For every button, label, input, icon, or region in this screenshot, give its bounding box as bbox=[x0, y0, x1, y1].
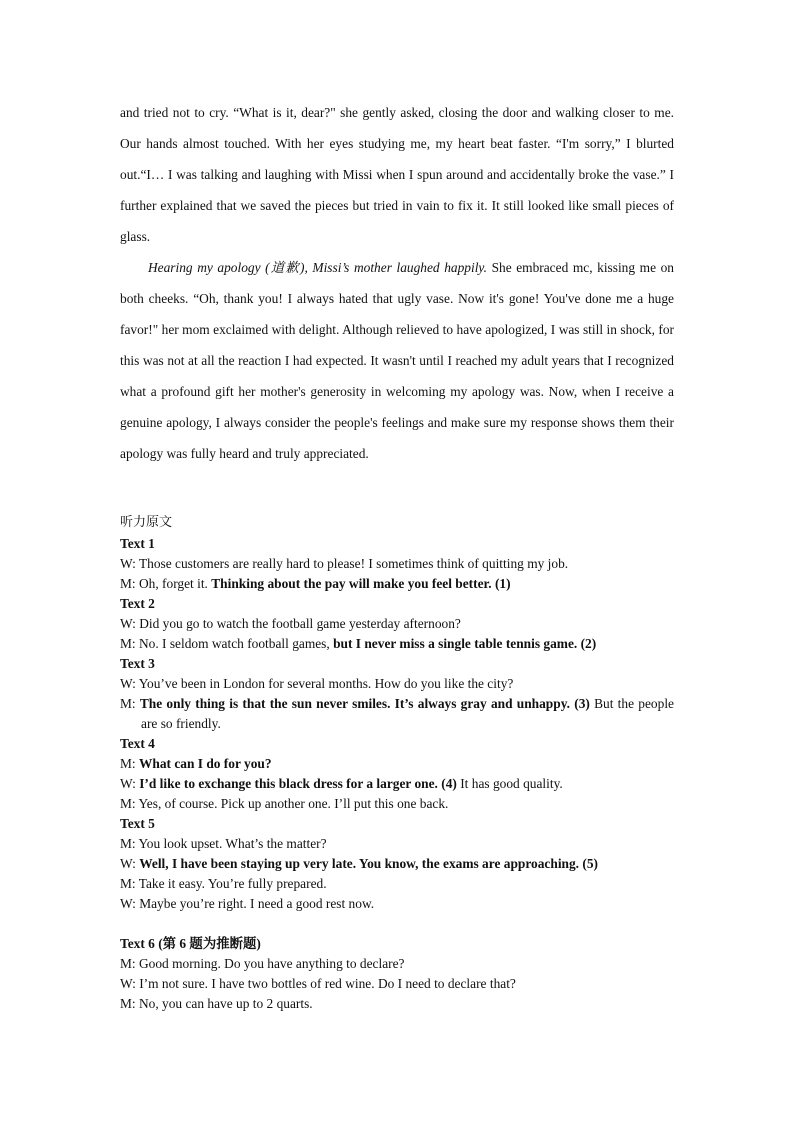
spacer bbox=[120, 914, 674, 934]
dialogue-line: W: Did you go to watch the football game yesterday afternoon? bbox=[120, 616, 461, 631]
essay-section bbox=[120, 97, 674, 469]
answer-key-text: I’d like to exchange this black dress for a larger one. (4) bbox=[139, 776, 457, 791]
dialogue-line: M: No. I seldom watch football games, but I never miss a single table tennis game. (2) bbox=[120, 636, 597, 651]
dialogue-line: W: I’d like to exchange this black dress for a larger one. (4) It has good quality. bbox=[120, 776, 563, 791]
dialogue-line: M: Good morning. Do you have anything to declare? bbox=[120, 956, 405, 971]
dialogue-line: M: You look upset. What’s the matter? bbox=[120, 836, 327, 851]
transcript-heading: 听力原文 bbox=[120, 515, 173, 530]
text-label: Text 6 (第 6 题为推断题) bbox=[120, 936, 261, 951]
dialogue-line: W: Maybe you’re right. I need a good rest now. bbox=[120, 896, 375, 911]
dialogue-line: M: No, you can have up to 2 quarts. bbox=[120, 996, 313, 1011]
dialogue-line: M: Yes, of course. Pick up another one. I’ll put this one back. bbox=[120, 796, 449, 811]
essay-paragraph-2 bbox=[120, 252, 674, 469]
dialogue-line: W: Well, I have been staying up very late. You know, the exams are approaching. (5) bbox=[120, 856, 598, 871]
answer-key-text: What can I do for you? bbox=[138, 756, 272, 771]
answer-key-text: The only thing is that the sun never smiles. It’s always gray and unhappy. (3) bbox=[139, 696, 590, 711]
dialogue-line: W: I’m not sure. I have two bottles of red wine. Do I need to declare that? bbox=[120, 976, 516, 991]
answer-key-text: Thinking about the pay will make you feel better. (1) bbox=[211, 576, 511, 591]
answer-key-text: Well, I have been staying up very late. You know, the exams are approaching. (5) bbox=[139, 856, 598, 871]
text-label: Text 1 bbox=[120, 536, 155, 551]
text-label: Text 4 bbox=[120, 736, 155, 751]
dialogue-line: M: The only thing is that the sun never smiles. It’s always gray and unhappy. (3) But the people are so friendly. bbox=[120, 696, 674, 731]
answer-key-text: but I never miss a single table tennis game. (2) bbox=[333, 636, 597, 651]
dialogue-line: W: Those customers are really hard to please! I sometimes think of quitting my job. bbox=[120, 556, 569, 571]
text-label: Text 2 bbox=[120, 596, 155, 611]
listening-transcript bbox=[120, 513, 674, 1014]
essay-italic-sentence: Hearing my apology (道歉), Missi’s mother laughed happily. bbox=[148, 260, 487, 275]
essay-paragraph-2-text: She embraced mc, kissing me on both cheeks. “Oh, thank you! I always hated that ugly vase. Now it's gone! You've done me a huge favor!" her mom exclaimed with delight. Although relieved to have apologized, I was still in shock, for this was not at all the reaction I had expected. It wasn't until I reached my adult years that I recognized what a profound gift her mother's generosity in welcoming my apology was. Now, when I receive a genuine apology, I always consider the people's feelings and make sure my response shows them their apology was fully heard and truly appreciated. bbox=[120, 260, 674, 461]
text-label: Text 3 bbox=[120, 656, 155, 671]
text-label: Text 5 bbox=[120, 816, 155, 831]
dialogue-line: M: Take it easy. You’re fully prepared. bbox=[120, 876, 327, 891]
dialogue-line: W: You’ve been in London for several months. How do you like the city? bbox=[120, 676, 514, 691]
essay-paragraph-1: and tried not to cry. “What is it, dear?" she gently asked, closing the door and walking closer to me. Our hands almost touched. With her eyes studying me, my heart beat faster. “I'm sorry,” I blurted out.“I… I was talking and laughing with Missi when I spun around and accidentally broke the vase.” I further explained that we saved the pieces but tried in vain to fix it. It still looked like small pieces of glass. bbox=[120, 105, 674, 244]
dialogue-line: M: Oh, forget it. Thinking about the pay will make you feel better. (1) bbox=[120, 576, 511, 591]
dialogue-line: M: What can I do for you? bbox=[120, 756, 272, 771]
